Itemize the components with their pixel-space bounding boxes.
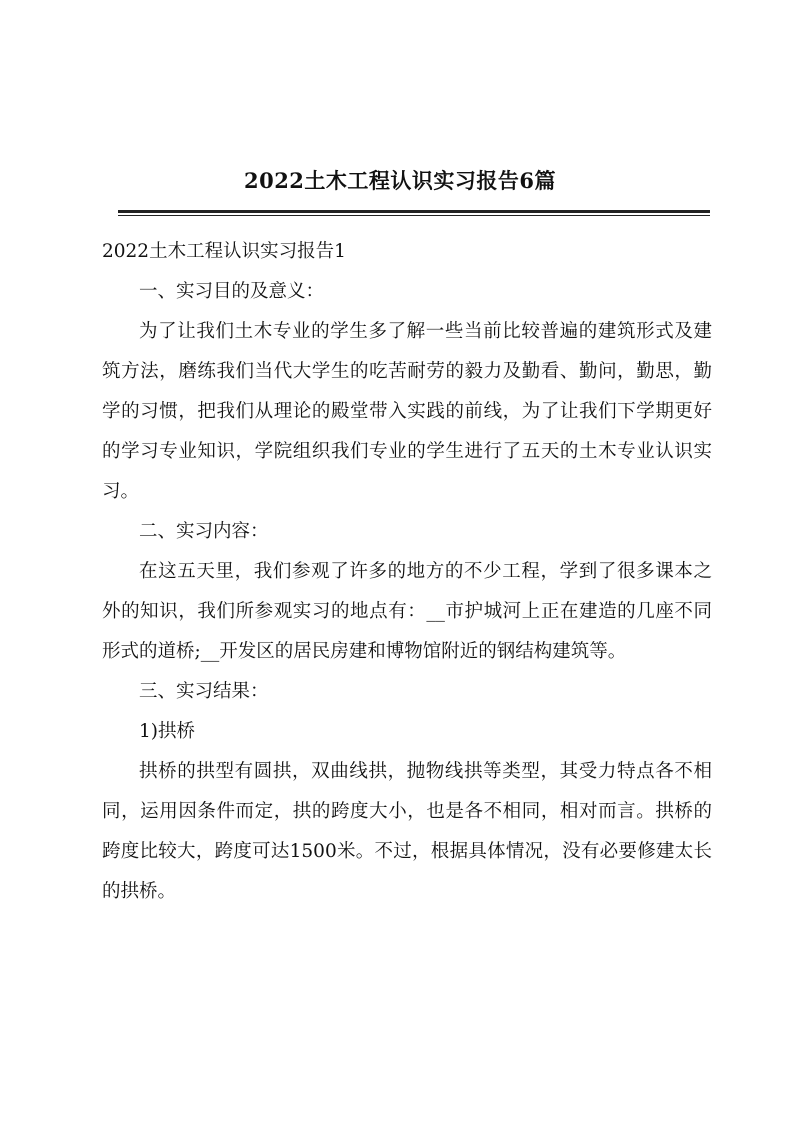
paragraph-arch-bridge: 拱桥的拱型有圆拱，双曲线拱，抛物线拱等类型，其受力特点各不相同，运用因条件而定，拱的跨度大小，也是各不相同，相对而言。拱桥的跨度比较大，跨度可达1500米。不过，根据具体情况，没有必要修建太长的拱桥。 — [102, 761, 712, 902]
document-title: 2022土木工程认识实习报告6篇 — [243, 168, 557, 193]
heading-purpose: 一、实习目的及意义： — [139, 281, 325, 302]
section-heading: 2022土木工程认识实习报告1 — [102, 241, 346, 262]
title-divider-thin — [118, 215, 710, 216]
paragraph-purpose: 为了让我们土木专业的学生多了解一些当前比较普遍的建筑形式及建筑方法，磨练我们当代大学生的吃苦耐劳的毅力及勤看、勤问，勤思，勤学的习惯，把我们从理论的殿堂带入实践的前线，为了让我们下学期更好的学习专业知识，学院组织我们专业的学生进行了五天的土木专业认识实习。 — [102, 321, 712, 502]
paragraph-content: 在这五天里，我们参观了许多的地方的不少工程，学到了很多课本之外的知识，我们所参观实习的地点有：__市护城河上正在建造的几座不同形式的道桥;__开发区的居民房建和博物馆附近的钢结构建筑等。 — [102, 561, 712, 662]
subheading-arch-bridge: 1)拱桥 — [139, 721, 195, 742]
title-divider-thick — [118, 210, 710, 213]
heading-results: 三、实习结果： — [139, 681, 269, 702]
document-body — [102, 232, 712, 912]
heading-content: 二、实习内容： — [139, 521, 269, 542]
